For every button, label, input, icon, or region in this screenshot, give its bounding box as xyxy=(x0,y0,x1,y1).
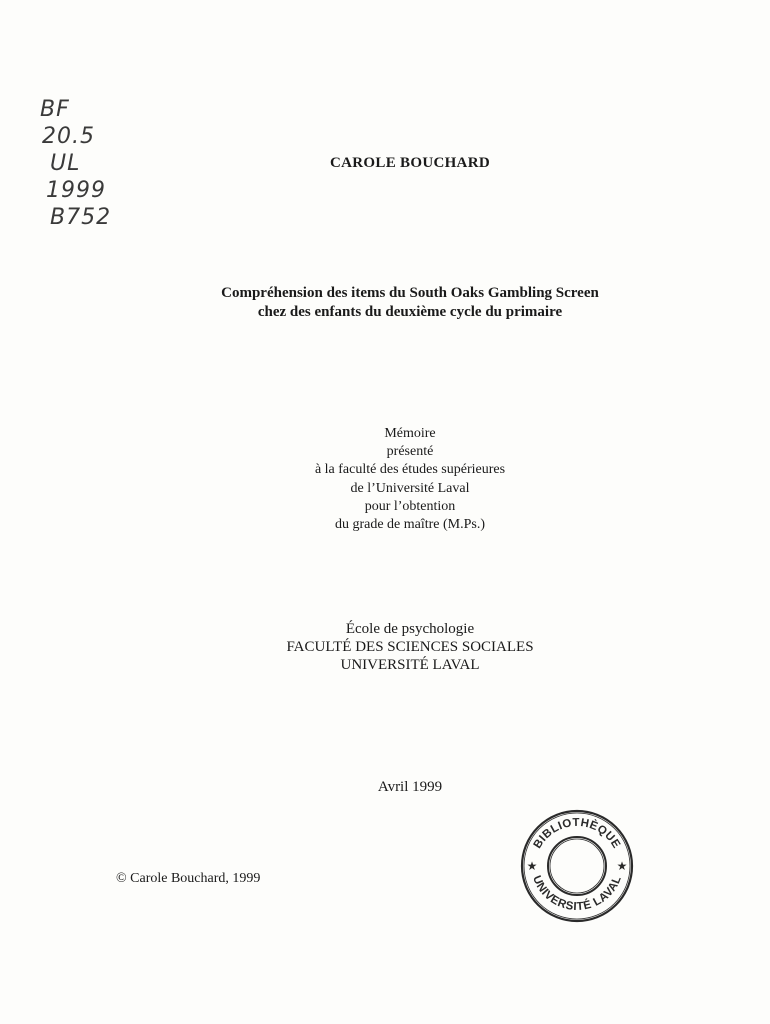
degree-line: Mémoire xyxy=(384,426,436,441)
stamp-bottom-text: UNIVERSITÉ LAVAL xyxy=(530,874,624,914)
degree-line: pour l’obtention xyxy=(364,498,456,514)
star-icon: ★ xyxy=(616,859,628,873)
degree-line: de l’Université Laval xyxy=(350,480,470,496)
institution-block xyxy=(0,620,770,674)
library-stamp xyxy=(517,806,637,931)
star-icon: ★ xyxy=(526,859,538,873)
stamp-top-text: BIBLIOTHÈQUE xyxy=(531,816,623,851)
title-line: Compréhension des items du South Oaks Gambling Screen xyxy=(221,285,599,301)
author-name: CAROLE BOUCHARD xyxy=(330,155,490,171)
degree-line: à la faculté des études supérieures xyxy=(314,462,506,478)
institution-line: École de psychologie xyxy=(345,621,475,637)
copyright-notice: © Carole Bouchard, 1999 xyxy=(116,871,261,886)
thesis-title xyxy=(0,284,770,322)
degree-line: présenté xyxy=(386,444,434,460)
call-number-line: B752 xyxy=(50,205,112,230)
institution-line: FACULTÉ DES SCIENCES SOCIALES xyxy=(286,639,534,655)
call-number-line: 1999 xyxy=(46,178,106,203)
submission-date: Avril 1999 xyxy=(377,779,443,795)
title-line: chez des enfants du deuxième cycle du primaire xyxy=(257,304,563,320)
degree-statement xyxy=(0,425,770,534)
degree-line: du grade de maître (M.Ps.) xyxy=(334,517,486,533)
call-number-line: UL xyxy=(50,151,81,176)
call-number-line: BF xyxy=(40,97,70,122)
institution-line: UNIVERSITÉ LAVAL xyxy=(340,657,480,673)
call-number-line: 20.5 xyxy=(42,124,95,149)
library-stamp-seal xyxy=(517,806,637,926)
